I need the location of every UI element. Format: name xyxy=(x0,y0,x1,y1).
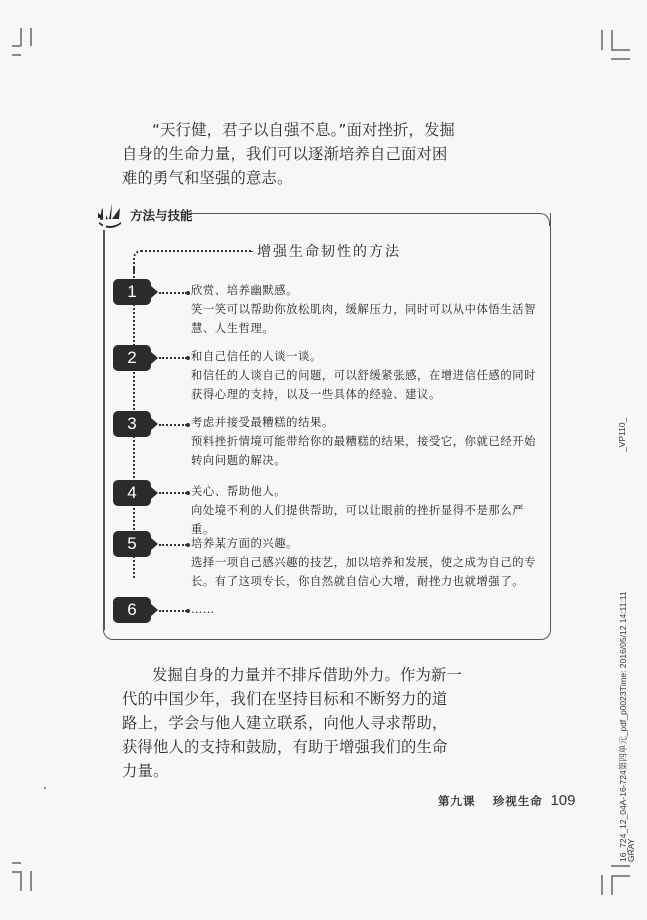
crop-mark-bottom-right xyxy=(611,875,630,877)
crop-mark-top-right xyxy=(611,30,613,50)
step-number-badge: 4 xyxy=(113,480,151,506)
crop-mark-bottom-right xyxy=(611,875,613,895)
crop-mark-bottom-right xyxy=(601,875,603,895)
intro-paragraph-text: “天行健，君子以自强不息。”面对挫折，发掘自身的生命力量，我们可以逐渐培养自己面对困难的勇气和坚强的意志。 xyxy=(122,121,456,187)
speck xyxy=(44,787,46,789)
methods-box-title: 增强生命韧性的方法 xyxy=(257,244,401,260)
method-item-body: 选择一项自己感兴趣的技艺，加以培养和发展，使之成为自己的专长。有了这项专长，你自然就自信心大增，耐挫力也就增强了。 xyxy=(191,556,537,588)
crop-mark-bottom-right xyxy=(611,865,630,867)
dotted-connector xyxy=(159,544,187,546)
intro-paragraph xyxy=(122,118,462,190)
method-item xyxy=(191,347,543,404)
step-number-badge: 5 xyxy=(113,531,151,557)
method-item-heading: 培养某方面的兴趣。 xyxy=(191,537,299,550)
footer-lesson: 珍视生命 xyxy=(492,794,543,808)
dotted-connector xyxy=(159,492,187,494)
method-item xyxy=(191,281,543,338)
crop-mark-top-right xyxy=(601,30,603,50)
margin-code: _VP110_ xyxy=(617,417,627,452)
crop-mark-top-right xyxy=(611,58,630,60)
box-gap xyxy=(103,205,106,230)
step-number-badge: 2 xyxy=(113,345,151,371)
dotted-connector xyxy=(159,357,187,359)
step-number-badge: 3 xyxy=(113,411,151,437)
section-title: 方法与技能 xyxy=(130,208,193,223)
method-item-heading: 关心、帮助他人。 xyxy=(191,485,287,498)
closing-paragraph xyxy=(122,663,462,783)
method-item xyxy=(191,413,543,470)
method-item-body: 向处境不利的人们提供帮助，可以让眼前的挫折显得不是那么严重。 xyxy=(191,504,525,536)
closing-paragraph-text: 发掘自身的力量并不排斥借助外力。作为新一代的中国少年，我们在坚持目标和不断努力的道路上，学会与他人建立联系，向他人寻求帮助，获得他人的支持和鼓励，有助于增强我们的生命力量。 xyxy=(122,666,462,780)
crop-mark-top-right xyxy=(611,49,630,51)
crop-mark-top-left xyxy=(20,28,22,46)
method-item-heading: 和自己信任的人谈一谈。 xyxy=(191,350,322,363)
step-number-badge: 1 xyxy=(113,279,151,305)
method-item-body: 和信任的人谈自己的问题，可以舒缓紧张感，在增进信任感的同时获得心理的支持，以及一些具体的经验、建议。 xyxy=(191,369,537,401)
crop-mark-top-left xyxy=(30,28,32,46)
dotted-connector xyxy=(159,292,187,294)
method-item xyxy=(191,534,543,591)
method-item-heading: 欣赏、培养幽默感。 xyxy=(191,284,299,297)
crop-mark-bottom-left xyxy=(12,862,21,864)
step-number-badge: 6 xyxy=(113,597,151,623)
method-item-heading: …… xyxy=(191,603,215,616)
crop-mark-top-left xyxy=(12,54,21,56)
dotted-connector xyxy=(159,424,187,426)
method-item xyxy=(191,482,543,539)
dotted-connector xyxy=(159,610,187,612)
margin-color-mode: GRAY xyxy=(626,838,636,862)
method-item xyxy=(191,600,543,619)
method-item-body: 预料挫折情境可能带给你的最糟糕的结果，接受它，你就已经开始转向问题的解决。 xyxy=(191,435,537,467)
crop-mark-bottom-left xyxy=(20,871,22,891)
page-footer xyxy=(438,792,576,809)
margin-timestamp: 16_724_12_04A-16-724第四单元_pdf_p0023Time: 2016/05/12 14:11:11 xyxy=(618,591,628,862)
methods-box-top-border xyxy=(189,213,550,226)
crop-mark-bottom-left xyxy=(30,871,32,891)
method-item-heading: 考虑并接受最糟糕的结果。 xyxy=(191,416,334,429)
title-dotted-connector xyxy=(133,250,253,272)
crop-mark-top-left xyxy=(12,45,21,47)
method-item-body: 笑一笑可以帮助你放松肌肉，缓解压力，同时可以从中体悟生活智慧、人生哲理。 xyxy=(191,303,537,335)
footer-chapter: 第九课 xyxy=(438,794,476,808)
page-number: 109 xyxy=(550,792,576,809)
methods-box-left-border xyxy=(103,230,105,630)
